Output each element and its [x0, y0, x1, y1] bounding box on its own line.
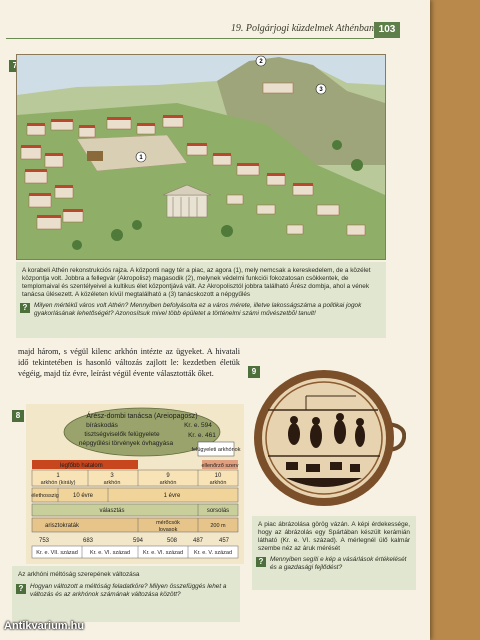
figure-8-caption: Az arkhóni méltóság szerepének változása: [18, 571, 140, 578]
figure-8-question: Hogyan változott a méltóság feladatköre? Milyen összefüggés lehet a változás és az arkhónok számának változása között?: [30, 583, 227, 598]
arkhon-count-9: 9: [166, 473, 170, 479]
lifelong-label: élethosszig: [31, 493, 59, 499]
figure-9-caption-box: [252, 516, 416, 590]
cavalry-label: lovasok: [158, 527, 178, 533]
small-holding-label: 200 m: [210, 523, 226, 529]
measure-label: mérőcsók: [156, 520, 180, 526]
figure-9-question: Mennyiben segíti e kép a vásárlások értékelését és a gazdasági fejlődést?: [270, 556, 407, 571]
arkhon-count-10: 10: [214, 473, 222, 479]
year-487: 487: [192, 538, 204, 544]
athens-reconstruction-illustration: [16, 54, 386, 260]
control-organ-label: ellenőrző szerv: [201, 463, 239, 469]
lottery-label: sorsolás: [206, 508, 230, 514]
supervising-arkhons-label: felügyeleti arkhónok: [191, 447, 241, 453]
question-icon: ?: [256, 557, 266, 567]
header-rule: [6, 38, 374, 39]
body-paragraph: majd három, s végül kilenc arkhón intézte az ügyeket. A hivatali idő tekintetében is hasonló változás zajlott le: kezdetben életük végéig, majd tíz évre, leírást végül évente választották őket.: [18, 347, 240, 378]
figure-9-number: 9: [248, 366, 260, 378]
year-683: 683: [82, 538, 94, 544]
page-header: [0, 22, 430, 40]
figure-7-caption-box: [16, 262, 386, 338]
century-1: Kr. e. VII. század: [36, 550, 78, 556]
arkhon-label-1: arkhón (király): [40, 480, 76, 486]
marker-2: 2: [259, 59, 263, 65]
date-461: Kr. e. 461: [188, 432, 216, 439]
figure-7-caption: A korabeli Athén rekonstrukciós rajza. A központi nagy tér a piac, az agora (1), mely nemcsak a kereskedelem, de a közélet központja volt. Jobbra a fellegvár (Akropolisz) magasodik (2), melynek védelmi funkciói fokozatosan csökkentek, de templomaival és szentélyeivel a kultikus élet központjává vált. Az Akropolisztól jobbra található Árész dombja, ahol a vének tanácsa ülésezett. A közéleten kívül megtalálható a (3) tanácskozott a népgyűlés: [22, 267, 371, 298]
ellipse-line-3: népgyűlési törvények óvhagyása: [78, 440, 174, 447]
question-icon: ?: [16, 584, 26, 594]
chapter-title: 19. Polgárjogi küzdelmek Athénban: [230, 23, 374, 34]
figure-8-caption-box: [12, 566, 240, 622]
arkhon-label-9: arkhón: [159, 480, 177, 486]
election-label: választás: [99, 508, 125, 514]
ten-years-label: 10 évre: [72, 493, 94, 499]
century-3: Kr. e. VI. század: [142, 550, 184, 556]
aristocrats-label: arisztokraták: [44, 523, 80, 529]
marker-1: 1: [139, 155, 143, 161]
year-457: 457: [218, 538, 230, 544]
arkhon-label-10: arkhón: [209, 480, 227, 486]
date-594: Kr. e. 594: [184, 422, 212, 429]
ellipse-line-2: tisztségviselők felügyelete: [84, 431, 160, 438]
century-4: Kr. e. V. század: [193, 550, 233, 556]
arkhon-diagram: [12, 404, 244, 564]
arkhon-count-1: 1: [56, 473, 60, 479]
figure-9-caption: A piac ábrázolása görög vázán. A képi érdekessége, hogy az ábrázolás egy Spártában készült kerámián látható (Kr. e. VI. század). A mérlegnél ülő kalmár szembe néz az áruk mérését: [258, 521, 410, 552]
figure-7-number: 7: [9, 60, 21, 72]
ellipse-line-1: bíráskodás: [86, 422, 118, 429]
one-year-label: 1 évre: [163, 493, 181, 499]
figure-7-question: Milyen mértékű város volt Athén? Mennyiben befolyásolta ez a város mérete, illetve lakosságszáma a politikai jogok gyakorlásának lehetőségét? Azonosítsuk mivel több épületet a történelmi számi művészetbõl tanult!: [34, 302, 362, 317]
arkhon-count-3: 3: [110, 473, 114, 479]
figure-8-number: 8: [12, 410, 24, 422]
year-508: 508: [166, 538, 178, 544]
greek-vase-illustration: [246, 366, 406, 512]
council-title: Árész-dombi tanácsa (Areiopagosz): [86, 413, 198, 420]
year-594: 594: [132, 538, 144, 544]
supreme-power-label: legfőbb hatalom: [60, 463, 103, 469]
year-753: 753: [38, 538, 50, 544]
page-number: 103: [374, 22, 400, 38]
arkhon-label-3: arkhón: [103, 480, 121, 486]
marker-3: 3: [319, 87, 323, 93]
watermark: Antikvarium.hu: [4, 620, 85, 632]
question-icon: ?: [20, 303, 30, 313]
century-2: Kr. e. VI. század: [89, 550, 131, 556]
